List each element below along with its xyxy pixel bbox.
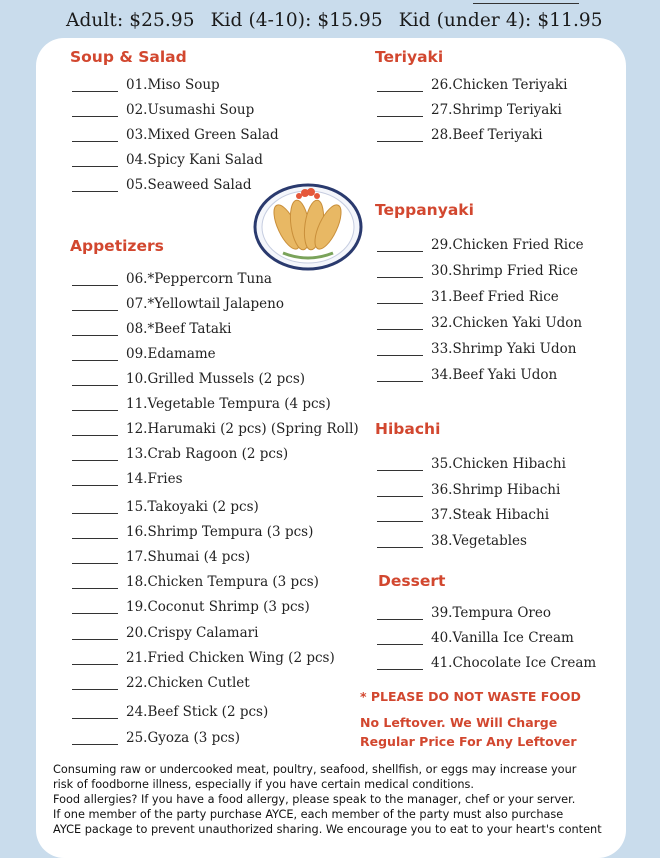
quantity-blank[interactable] [72,639,118,640]
quantity-blank[interactable] [72,285,118,286]
quantity-blank[interactable] [377,251,423,252]
footer-line: If one member of the party purchase AYCE, each member of the party must also purchase [53,808,564,821]
item-label: 33.Shrimp Yaki Udon [431,341,577,357]
section-appetizers: Appetizers [70,237,164,255]
appetizers-menu-item [72,674,250,692]
item-label: 29.Chicken Fried Rice [431,237,584,253]
item-label: 20.Crispy Calamari [126,625,259,641]
item-label: 27.Shrimp Teriyaki [431,102,562,118]
teriyaki-menu-item [377,101,562,119]
teppanyaki-menu-item [377,262,578,280]
quantity-blank[interactable] [72,335,118,336]
item-label: 36.Shrimp Hibachi [431,482,561,498]
teppanyaki-menu-item [377,340,576,358]
dessert-menu-item [377,629,574,647]
quantity-blank[interactable] [72,513,118,514]
kid-under-price: Kid (under 4): $11.95 [398,10,603,31]
soup-menu-item [72,101,254,119]
appetizers-menu-item [72,729,240,747]
item-label: 28.Beef Teriyaki [431,127,543,143]
teppanyaki-menu-item [377,366,557,384]
item-label: 18.Chicken Tempura (3 pcs) [126,574,319,590]
item-label: 34.Beef Yaki Udon [431,367,558,383]
hibachi-menu-item [377,481,560,499]
item-label: 13.Crab Ragoon (2 pcs) [126,446,289,462]
quantity-blank[interactable] [72,613,118,614]
item-label: 06.*Peppercorn Tuna [126,271,272,287]
quantity-blank[interactable] [72,744,118,745]
quantity-blank[interactable] [72,435,118,436]
hibachi-menu-item [377,532,527,550]
item-label: 30.Shrimp Fried Rice [431,263,579,279]
quantity-blank[interactable] [377,470,423,471]
footer-line: Consuming raw or undercooked meat, poultry, seafood, shellfish, or eggs may increase your [53,763,577,776]
quantity-blank[interactable] [377,547,423,548]
soup-menu-item [72,126,279,144]
item-label: 11.Vegetable Tempura (4 pcs) [126,396,331,412]
item-label: 02.Usumashi Soup [126,102,255,118]
appetizers-menu-item [72,498,259,516]
item-label: 03.Mixed Green Salad [126,127,279,143]
quantity-blank[interactable] [377,521,423,522]
leftover-note-1: No Leftover. We Will Charge [360,715,558,730]
quantity-blank[interactable] [377,355,423,356]
quantity-blank[interactable] [72,91,118,92]
leftover-note-2: Regular Price For Any Leftover [360,734,577,749]
appetizers-menu-item [72,649,335,667]
appetizers-menu-item [72,370,305,388]
item-label: 21.Fried Chicken Wing (2 pcs) [126,650,335,666]
item-label: 09.Edamame [126,346,216,362]
quantity-blank[interactable] [377,669,423,670]
quantity-blank[interactable] [72,563,118,564]
appetizers-menu-item [72,598,310,616]
quantity-blank[interactable] [377,91,423,92]
appetizers-menu-item [72,703,268,721]
quantity-blank[interactable] [72,141,118,142]
hibachi-menu-item [377,506,549,524]
quantity-blank[interactable] [72,588,118,589]
item-label: 32.Chicken Yaki Udon [431,315,583,331]
quantity-blank[interactable] [72,460,118,461]
footer-line: Food allergies? If you have a food allergy, please speak to the manager, chef or your server. [53,793,576,806]
item-label: 37.Steak Hibachi [431,507,550,523]
appetizers-menu-item [72,470,183,488]
quantity-blank[interactable] [377,141,423,142]
item-label: 31.Beef Fried Rice [431,289,559,305]
teriyaki-menu-item [377,126,543,144]
quantity-blank[interactable] [377,116,423,117]
item-label: 15.Takoyaki (2 pcs) [126,499,259,515]
soup-menu-item [72,176,252,194]
quantity-blank[interactable] [72,718,118,719]
quantity-blank[interactable] [377,277,423,278]
soup-menu-item [72,151,263,169]
quantity-blank[interactable] [72,166,118,167]
item-label: 22.Chicken Cutlet [126,675,250,691]
quantity-blank[interactable] [72,191,118,192]
item-label: 12.Harumaki (2 pcs) (Spring Roll) [126,421,359,437]
section-dessert: Dessert [378,572,446,590]
appetizers-menu-item [72,320,231,338]
section-teriyaki: Teriyaki [375,48,444,66]
appetizers-menu-item [72,523,313,541]
quantity-blank[interactable] [377,329,423,330]
appetizers-menu-item [72,624,258,642]
no-waste-note: * PLEASE DO NOT WASTE FOOD [360,689,581,704]
teriyaki-menu-item [377,76,567,94]
tempura-plate-image [253,183,363,271]
item-label: 40.Vanilla Ice Cream [431,630,574,646]
item-label: 24.Beef Stick (2 pcs) [126,704,269,720]
quantity-blank[interactable] [72,116,118,117]
teppanyaki-menu-item [377,314,582,332]
item-label: 07.*Yellowtail Jalapeno [126,296,284,312]
dessert-menu-item [377,654,596,672]
item-label: 25.Gyoza (3 pcs) [126,730,241,746]
quantity-blank[interactable] [72,385,118,386]
footer-line: risk of foodborne illness, especially if you have certain medical conditions. [53,778,474,791]
item-label: 10.Grilled Mussels (2 pcs) [126,371,306,387]
quantity-blank[interactable] [377,644,423,645]
kid-price: Kid (4-10): $15.95 [210,10,383,31]
appetizers-menu-item [72,445,288,463]
appetizers-menu-item [72,573,319,591]
quantity-blank[interactable] [72,410,118,411]
quantity-blank[interactable] [377,303,423,304]
item-label: 39.Tempura Oreo [431,605,551,621]
teppanyaki-menu-item [377,236,584,254]
appetizers-menu-item [72,345,216,363]
section-teppanyaki: Teppanyaki [375,201,474,219]
adult-price: Adult: $25.95 [66,10,195,31]
footer-disclaimer [53,762,613,837]
item-label: 38.Vegetables [431,533,527,549]
dessert-menu-item [377,604,551,622]
price-header [66,10,613,31]
teppanyaki-menu-item [377,288,559,306]
item-label: 14.Fries [126,471,183,487]
section-soup-salad: Soup & Salad [70,48,187,66]
item-label: 08.*Beef Tataki [126,321,232,337]
quantity-blank[interactable] [377,619,423,620]
item-label: 41.Chocolate Ice Cream [431,655,597,671]
quantity-blank[interactable] [72,360,118,361]
appetizers-menu-item [72,295,284,313]
quantity-blank[interactable] [72,689,118,690]
item-label: 05.Seaweed Salad [126,177,252,193]
item-label: 35.Chicken Hibachi [431,456,566,472]
hibachi-menu-item [377,455,566,473]
item-label: 16.Shrimp Tempura (3 pcs) [126,524,314,540]
quantity-blank[interactable] [72,664,118,665]
item-label: 01.Miso Soup [126,77,220,93]
footer-line: AYCE package to prevent unauthorized sharing. We encourage you to eat to your heart's content [53,823,602,836]
item-label: 04.Spicy Kani Salad [126,152,263,168]
soup-menu-item [72,76,220,94]
appetizers-menu-item [72,420,359,438]
quantity-blank[interactable] [72,538,118,539]
item-label: 26.Chicken Teriyaki [431,77,568,93]
top-divider-line [473,3,579,4]
item-label: 17.Shumai (4 pcs) [126,549,251,565]
section-hibachi: Hibachi [375,420,441,438]
item-label: 19.Coconut Shrimp (3 pcs) [126,599,310,615]
appetizers-menu-item [72,270,272,288]
appetizers-menu-item [72,395,331,413]
appetizers-menu-item [72,548,250,566]
quantity-blank[interactable] [377,381,423,382]
quantity-blank[interactable] [72,485,118,486]
quantity-blank[interactable] [72,310,118,311]
quantity-blank[interactable] [377,496,423,497]
